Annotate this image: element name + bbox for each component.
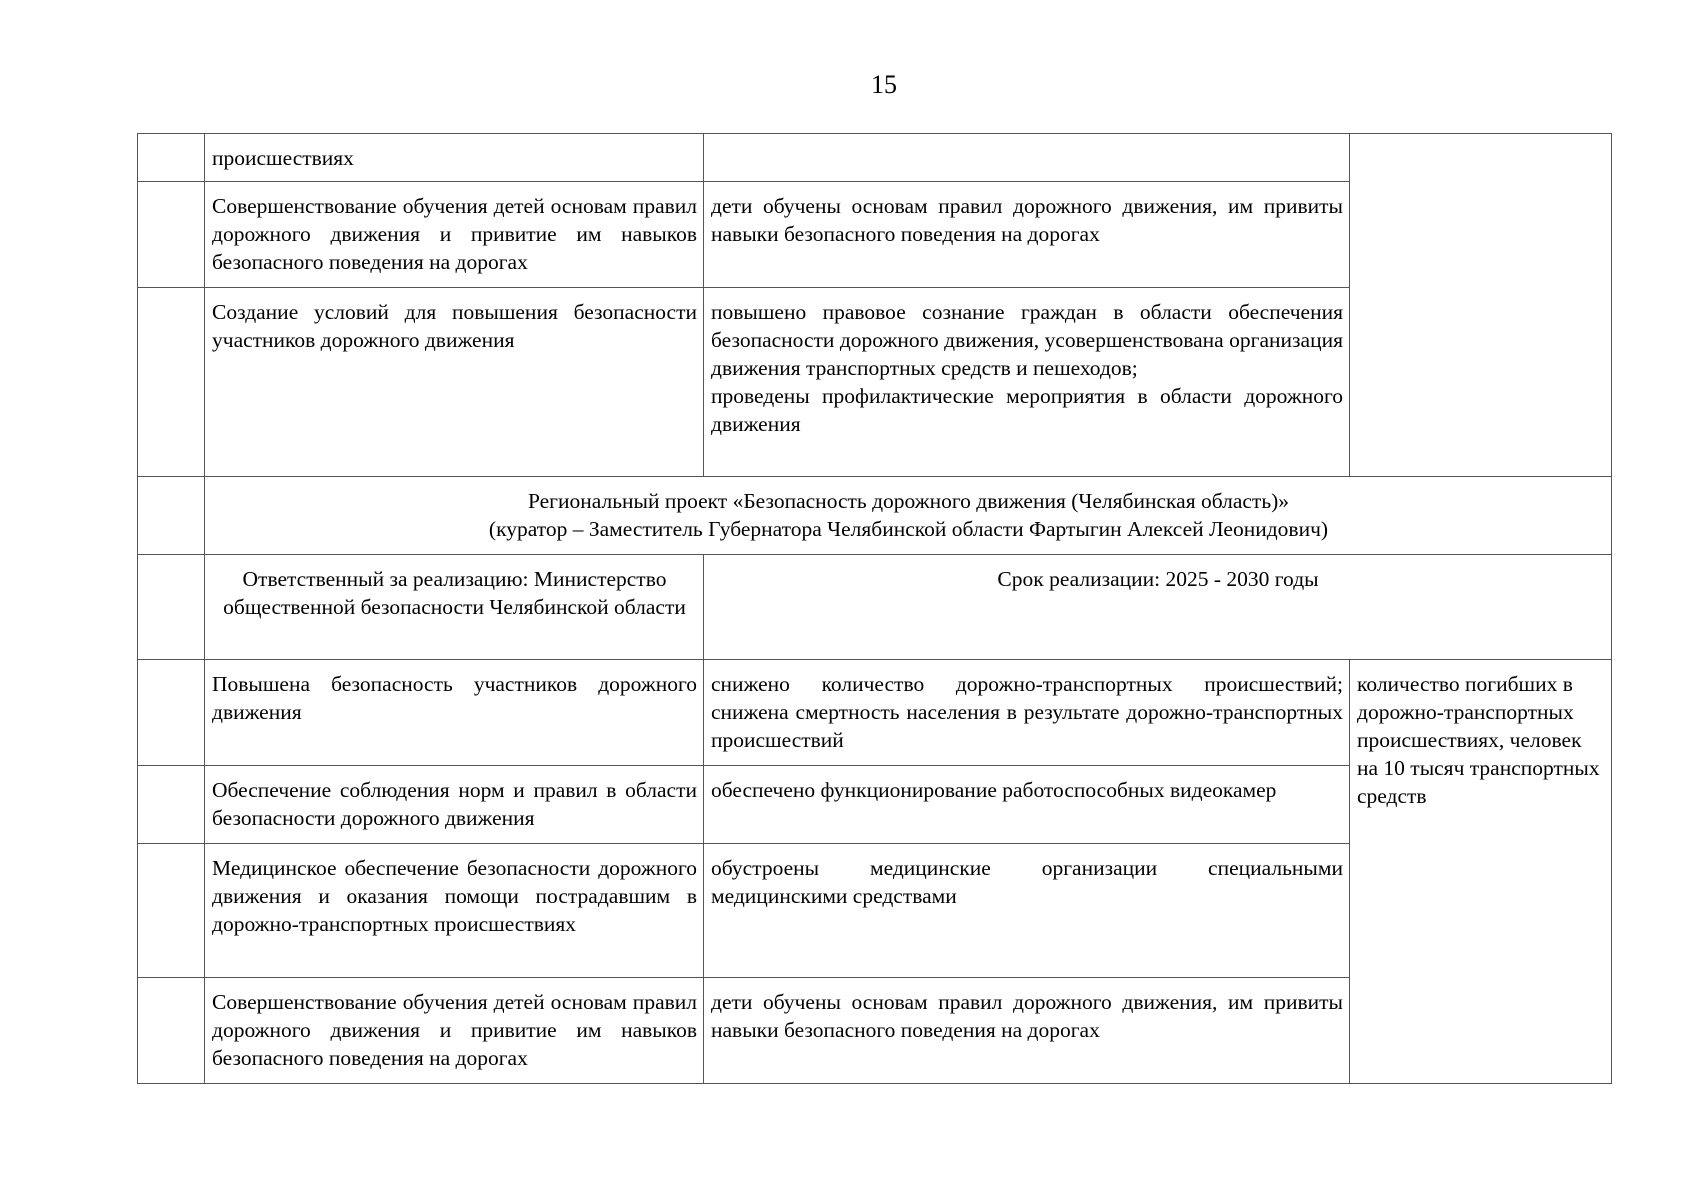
result-text: дети обучены основам правил дорожного движения, им привиты навыки безопасного поведения на дорогах <box>711 990 1343 1042</box>
task-text: Обеспечение соблюдения норм и правил в области безопасности дорожного движения <box>212 778 697 830</box>
result-text: обеспечено функционирование работоспособных видеокамер <box>711 778 1277 802</box>
task-cell <box>205 134 704 182</box>
project-cell <box>205 477 1612 555</box>
row-number-cell <box>138 660 205 766</box>
project-curator: (куратор – Заместитель Губернатора Челябинской области Фартыгин Алексей Леонидович) <box>488 517 1329 541</box>
result-text: обустроены медицинские организации специальными медицинскими средствами <box>711 856 1343 908</box>
result-cell <box>704 766 1350 844</box>
responsible-cell <box>205 555 704 660</box>
task-cell <box>205 766 704 844</box>
program-table <box>137 133 1612 1084</box>
result-text: снижено количество дорожно-транспортных происшествий; снижена смертность населения в результате дорожно-транспортных происшествий <box>711 672 1343 752</box>
project-row <box>138 477 1612 555</box>
term-text: Срок реализации: 2025 - 2030 годы <box>997 567 1319 591</box>
page-number: 15 <box>871 70 897 99</box>
task-cell <box>205 182 704 288</box>
result-cell <box>704 288 1350 477</box>
row-number-cell <box>138 844 205 978</box>
responsible-text: Ответственный за реализацию: Министерство общественной безопасности Челябинской области <box>223 567 686 619</box>
task-text: Повышена безопасность участников дорожного движения <box>212 672 697 724</box>
indicator-cell <box>1350 134 1612 477</box>
result-cell <box>704 660 1350 766</box>
task-text: Создание условий для повышения безопасности участников дорожного движения <box>212 300 697 352</box>
row-number-cell <box>138 134 205 182</box>
project-title: Региональный проект «Безопасность дорожного движения (Челябинская область)» <box>527 489 1290 513</box>
result-cell <box>704 844 1350 978</box>
responsible-row <box>138 555 1612 660</box>
table-row <box>138 134 1612 182</box>
result-text: повышено правовое сознание граждан в области обеспечения безопасности дорожного движения, усовершенствована организация движения транспортных средств и пешеходов; <box>711 300 1343 380</box>
task-cell <box>205 288 704 477</box>
result-text: проведены профилактические мероприятия в области дорожного движения <box>711 384 1343 436</box>
result-cell <box>704 182 1350 288</box>
table-row <box>138 660 1612 766</box>
row-number-cell <box>138 477 205 555</box>
row-number-cell <box>138 555 205 660</box>
task-text: Совершенствование обучения детей основам правил дорожного движения и привитие им навыков безопасного поведения на дорогах <box>212 990 697 1070</box>
task-text: Совершенствование обучения детей основам правил дорожного движения и привитие им навыков безопасного поведения на дорогах <box>212 194 697 274</box>
indicator-text: количество погибших в дорожно-транспортных происшествиях, человек на 10 тысяч транспортных средств <box>1357 672 1600 808</box>
task-cell <box>205 844 704 978</box>
task-cell <box>205 978 704 1084</box>
indicator-cell <box>1350 660 1612 1084</box>
task-text: Медицинское обеспечение безопасности дорожного движения и оказания помощи пострадавшим в дорожно-транспортных происшествиях <box>212 856 697 936</box>
term-cell <box>704 555 1612 660</box>
result-cell <box>704 978 1350 1084</box>
row-number-cell <box>138 766 205 844</box>
result-text: дети обучены основам правил дорожного движения, им привиты навыки безопасного поведения на дорогах <box>711 194 1343 246</box>
row-number-cell <box>138 288 205 477</box>
row-number-cell <box>138 182 205 288</box>
task-cell <box>205 660 704 766</box>
row-number-cell <box>138 978 205 1084</box>
task-text: происшествиях <box>212 146 354 170</box>
result-cell <box>704 134 1350 182</box>
